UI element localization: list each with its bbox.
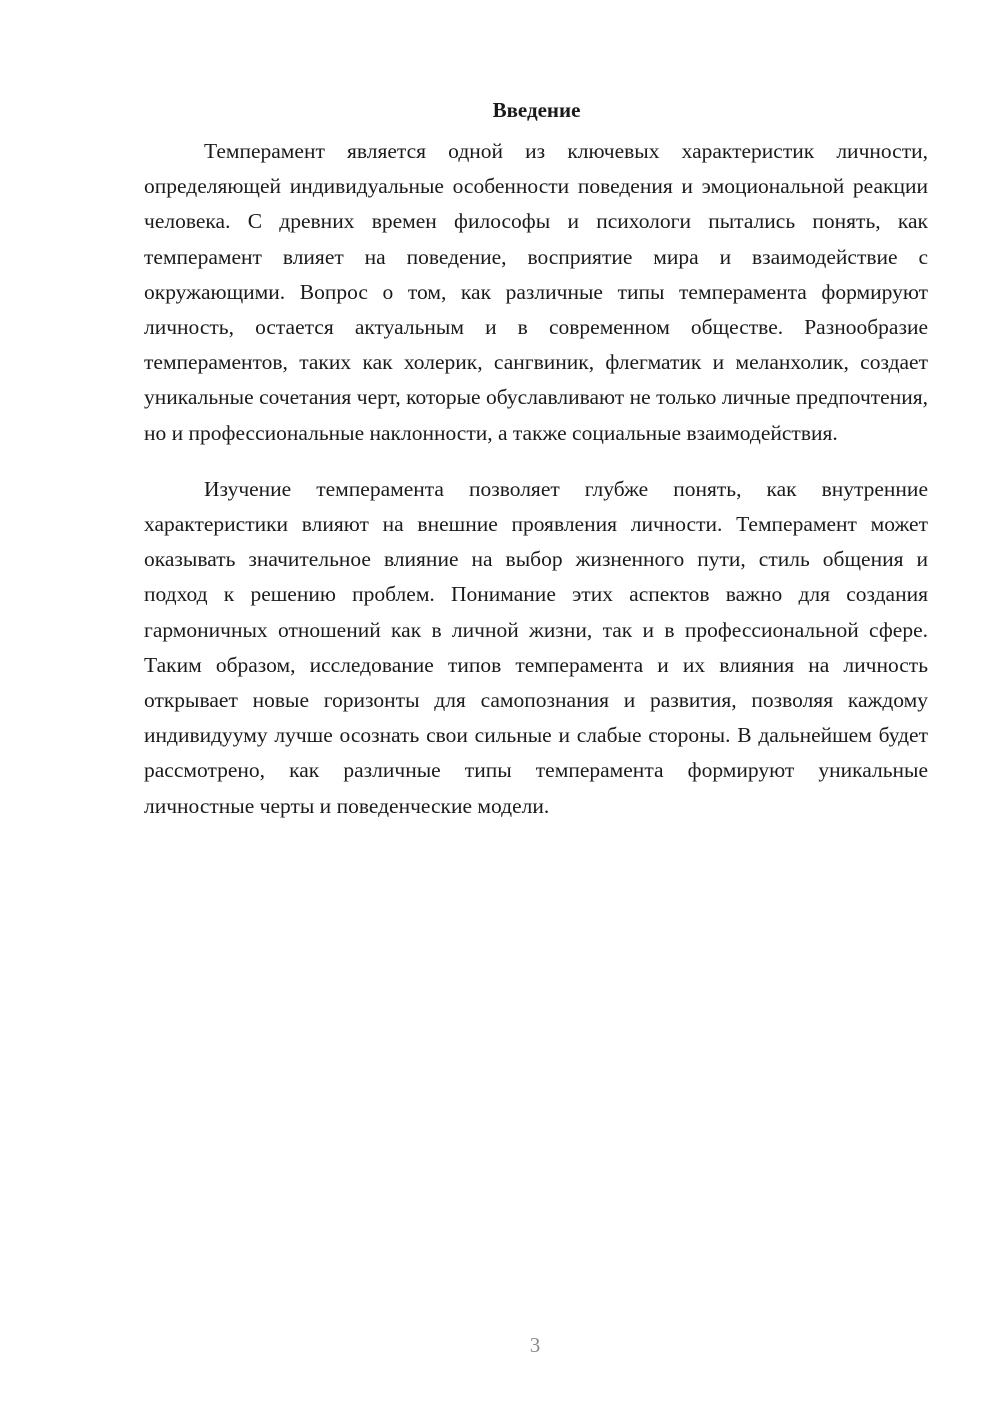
paragraph-2: Изучение темперамента позволяет глубже понять, как внутренние характеристики влияют на внешние проявления личности. Темперамент может оказывать значительное влияние на выбор жизненного пути, стиль общения и подход к решению проблем. Понимание этих аспектов важно для создания гармоничных отношений как в личной жизни, так и в профессиональной сфере. Таким образом, исследование типов темперамента и их влияния на личность открывает новые горизонты для самопознания и развития, позволяя каждому индивидууму лучше осознать свои сильные и слабые стороны. В дальнейшем будет рассмотрено, как различные типы темперамента формируют уникальные личностные черты и поведенческие модели. [144, 476, 928, 818]
page-content [144, 92, 928, 824]
paragraph-1: Темперамент является одной из ключевых характеристик личности, определяющей индивидуальные особенности поведения и эмоциональной реакции человека. С древних времен философы и психологи пытались понять, как темперамент влияет на поведение, восприятие мира и взаимодействие с окружающими. Вопрос о том, как различные типы темперамента формируют личность, остается актуальным и в современном обществе. Разнообразие темпераментов, таких как холерик, сангвиник, флегматик и меланхолик, создает уникальные сочетания черт, которые обуславливают не только личные предпочтения, но и профессиональные наклонности, а также социальные взаимодействия. [144, 139, 928, 445]
page-number: 3 [529, 1333, 541, 1357]
section-heading: Введение [492, 98, 581, 122]
